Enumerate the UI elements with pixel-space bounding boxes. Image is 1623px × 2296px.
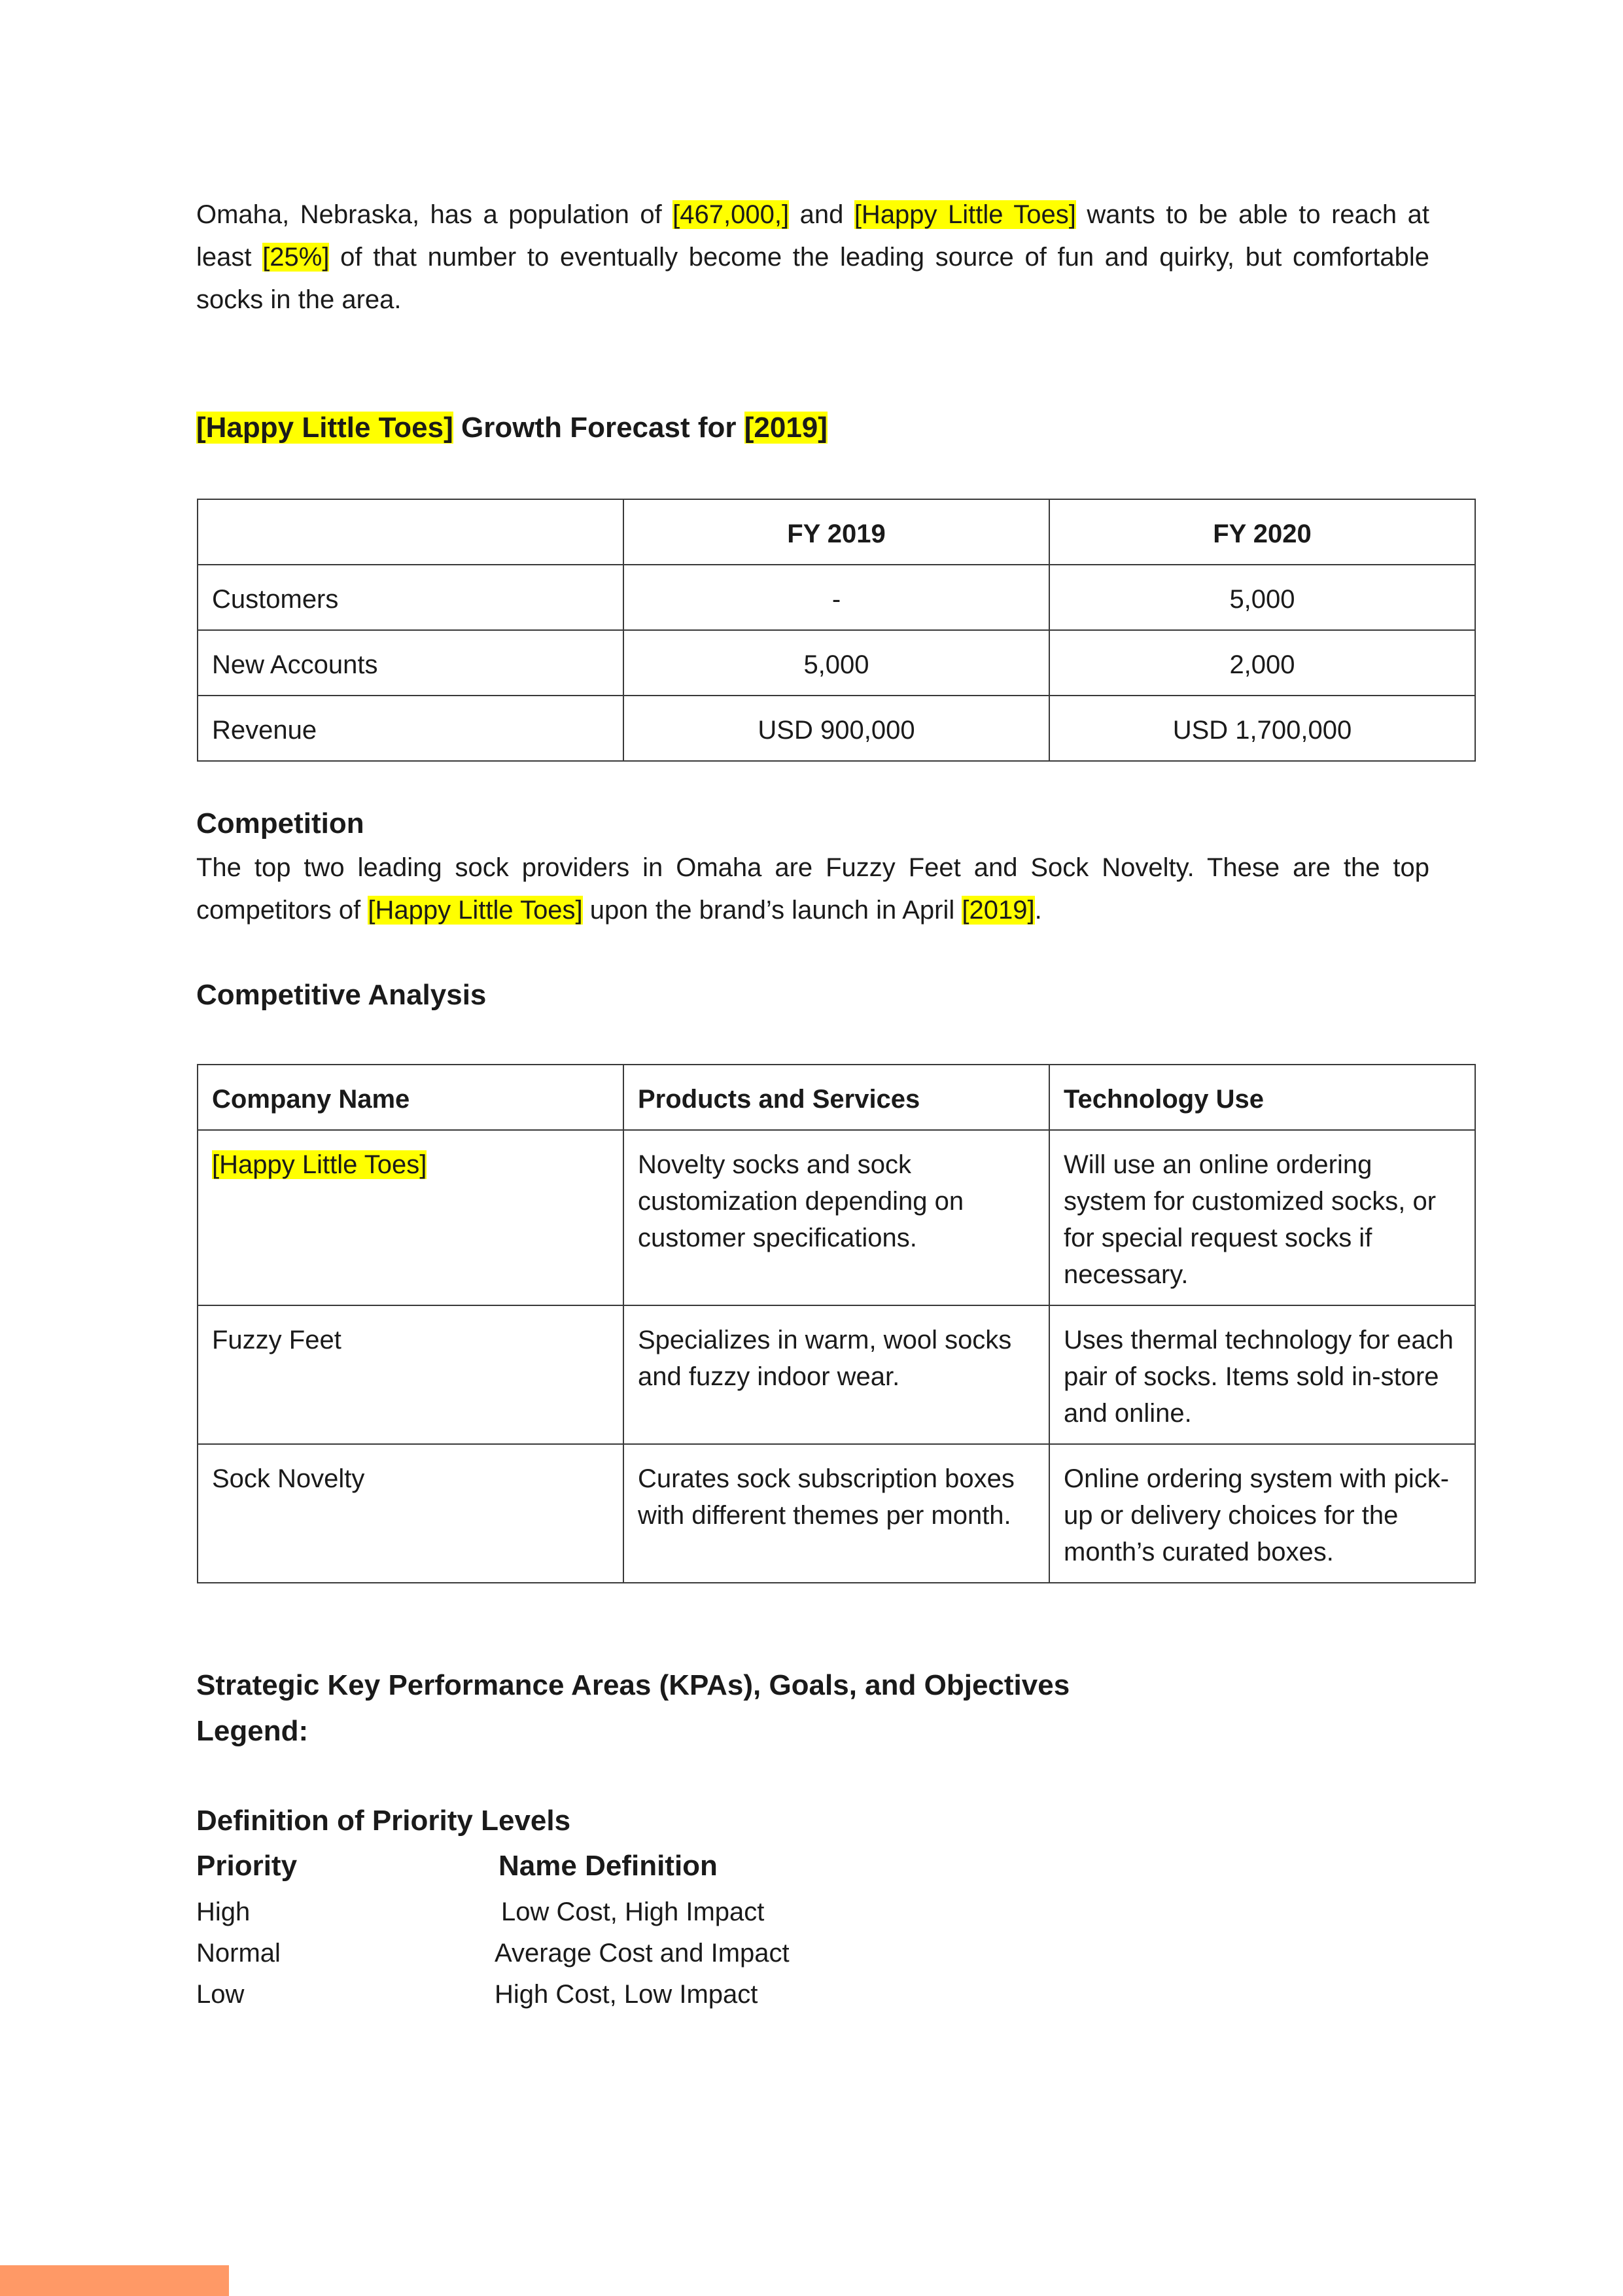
- table-row: [198, 1130, 1475, 1305]
- table-cell: Curates sock subscription boxes with different themes per month.: [623, 1444, 1049, 1583]
- company-placeholder: [Happy Little Toes]: [212, 1150, 427, 1179]
- competition-text: .: [1034, 896, 1042, 925]
- table-cell: Will use an online ordering system for customized socks, or for special request socks if necessary.: [1049, 1130, 1475, 1305]
- table-header-cell: Technology Use: [1049, 1065, 1475, 1130]
- table-cell: New Accounts: [198, 630, 623, 696]
- priority-definition: Low Cost, High Impact: [501, 1898, 765, 1926]
- company-placeholder: [Happy Little Toes]: [368, 896, 583, 925]
- table-row: [198, 696, 1475, 761]
- table-row: [198, 1444, 1475, 1583]
- heading-text: Growth Forecast for: [453, 412, 744, 444]
- table-cell: USD 1,700,000: [1049, 696, 1475, 761]
- table-header-cell: Products and Services: [623, 1065, 1049, 1130]
- table-cell: Sock Novelty: [198, 1444, 623, 1583]
- priority-definition: Average Cost and Impact: [495, 1939, 790, 1968]
- competitive-analysis-table: [197, 1064, 1476, 1583]
- table-cell: Online ordering system with pick-up or delivery choices for the month’s curated boxes.: [1049, 1444, 1475, 1583]
- legend-heading: Legend:: [196, 1715, 309, 1747]
- competition-heading: Competition: [196, 807, 364, 839]
- competitive-analysis-heading: Competitive Analysis: [196, 979, 487, 1011]
- forecast-heading: [196, 408, 828, 448]
- priority-definition: High Cost, Low Impact: [495, 1980, 758, 2009]
- table-cell: Specializes in warm, wool socks and fuzzy indoor wear.: [623, 1305, 1049, 1444]
- kpa-heading: Strategic Key Performance Areas (KPAs), Goals, and Objectives: [196, 1669, 1070, 1701]
- table-cell: 2,000: [1049, 630, 1475, 696]
- priority-definition-heading: Definition of Priority Levels: [196, 1805, 571, 1837]
- competition-text: upon the brand’s launch in April: [582, 896, 962, 925]
- table-cell: [198, 1130, 623, 1305]
- table-header-cell: FY 2019: [623, 499, 1049, 565]
- table-row: [198, 565, 1475, 630]
- table-cell: 5,000: [623, 630, 1049, 696]
- year-placeholder: [2019]: [744, 412, 828, 444]
- table-cell: -: [623, 565, 1049, 630]
- footer-accent-bar: [0, 2265, 229, 2296]
- intro-text: of that number to eventually become the leading source of fun and quirky, but comfortable socks in the area.: [196, 243, 1429, 314]
- table-cell: Customers: [198, 565, 623, 630]
- priority-level: High: [196, 1898, 251, 1926]
- name-definition-column-label: Name Definition: [498, 1850, 718, 1882]
- table-cell: 5,000: [1049, 565, 1475, 630]
- table-header-cell: FY 2020: [1049, 499, 1475, 565]
- table-row: [198, 1305, 1475, 1444]
- table-cell: Fuzzy Feet: [198, 1305, 623, 1444]
- intro-text: Omaha, Nebraska, has a population of: [196, 200, 673, 229]
- table-cell: Uses thermal technology for each pair of socks. Items sold in-store and online.: [1049, 1305, 1475, 1444]
- forecast-table: [197, 499, 1476, 762]
- table-header-cell: Company Name: [198, 1065, 623, 1130]
- priority-column-label: Priority: [196, 1850, 298, 1882]
- company-placeholder: [Happy Little Toes]: [854, 200, 1076, 229]
- table-row: [198, 630, 1475, 696]
- company-placeholder: [Happy Little Toes]: [196, 412, 453, 444]
- table-cell: USD 900,000: [623, 696, 1049, 761]
- intro-paragraph: [196, 194, 1429, 321]
- competition-paragraph: [196, 847, 1429, 932]
- table-cell: Novelty socks and sock customization depending on customer specifications.: [623, 1130, 1049, 1305]
- table-header-row: [198, 1065, 1475, 1130]
- intro-text: and: [789, 200, 854, 229]
- table-cell: Revenue: [198, 696, 623, 761]
- priority-level: Normal: [196, 1939, 281, 1968]
- percent-placeholder: [25%]: [262, 243, 330, 272]
- table-header-cell: [198, 499, 623, 565]
- table-header-row: [198, 499, 1475, 565]
- year-placeholder: [2019]: [962, 896, 1035, 925]
- competition-text: The top two leading sock providers in Omaha are Fuzzy Feet and Sock Novelty. These are the top competitors of: [196, 853, 1429, 925]
- priority-level: Low: [196, 1980, 245, 2009]
- intro-text: wants to be able to reach at least: [196, 200, 1429, 272]
- population-placeholder: [467,000,]: [672, 200, 790, 229]
